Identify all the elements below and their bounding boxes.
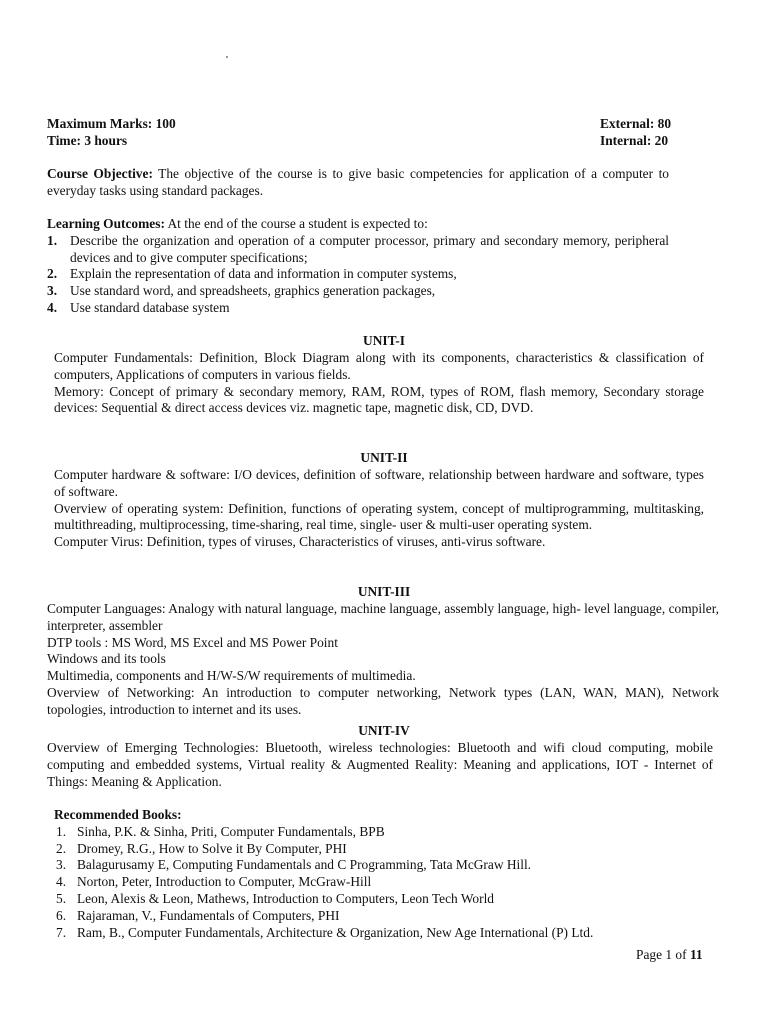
list-item (47, 283, 669, 300)
unit-1-body (54, 350, 704, 417)
total-pages: 11 (689, 947, 703, 962)
item-text: Rajaraman, V., Fundamentals of Computers, PHI (77, 907, 340, 923)
page-number (636, 947, 703, 964)
item-text: Sinha, P.K. & Sinha, Priti, Computer Fundamentals, BPB (77, 823, 385, 839)
unit-paragraph: Computer hardware & software: I/O devices, definition of software, relationship between hardware and software, types of software. (54, 467, 704, 499)
unit-4-body (47, 740, 713, 790)
unit-3-body (47, 601, 719, 719)
unit-paragraph: Computer Fundamentals: Definition, Block Diagram along with its components, characteristics & classification of computers, Applications of computers in various fields. (54, 350, 704, 382)
outcomes-label: Learning Outcomes: (47, 216, 165, 231)
unit-paragraph: Overview of Emerging Technologies: Bluetooth, wireless technologies: Bluetooth and wifi cloud computing, mobile computing and embedded systems, Virtual reality & Augmented Reality: Meaning and applications, IOT - Internet of Things: Meaning & Application. (47, 740, 713, 789)
objective-text: The objective of the course is to give basic competencies for application of a computer to everyday tasks using standard packages. (47, 166, 669, 198)
header-right (600, 116, 671, 150)
exam-time: Time: 3 hours (47, 132, 128, 148)
unit-paragraph: Overview of operating system: Definition, functions of operating system, concept of multiprogramming, multitasking, multithreading, multiprocessing, time-sharing, real time, single- user & multi-user operating system. (54, 500, 704, 533)
unit-4-title: UNIT-IV (358, 723, 410, 738)
books-title: Recommended Books: (54, 807, 182, 822)
item-text: Use standard database system (70, 299, 230, 315)
page-prefix: Page 1 of (636, 947, 690, 962)
item-number: 2. (47, 266, 58, 282)
unit-paragraph: Overview of Networking: An introduction to computer networking, Network types (LAN, WAN, MAN), Network topologies, introduction to internet and its uses. (47, 684, 719, 717)
item-number: 1. (47, 232, 58, 248)
objective-label: Course Objective: (47, 166, 153, 181)
list-item (54, 841, 714, 858)
item-number: 4. (47, 299, 58, 315)
outcomes-heading (47, 216, 669, 233)
list-item (47, 233, 669, 267)
item-text: Use standard word, and spreadsheets, graphics generation packages, (70, 283, 436, 299)
unit-paragraph: DTP tools : MS Word, MS Excel and MS Power Point (47, 634, 338, 650)
course-objective (47, 166, 669, 200)
outcomes-intro: At the end of the course a student is expected to: (164, 216, 428, 231)
unit-paragraph: Memory: Concept of primary & secondary memory, RAM, ROM, types of ROM, flash memory, Secondary storage devices: Sequential & direct access devices viz. magnetic tape, magnetic disk, CD, DVD. (54, 383, 704, 416)
unit-3-title: UNIT-III (357, 584, 411, 599)
item-text: Explain the representation of data and information in computer systems, (70, 266, 457, 282)
outcomes-list (47, 233, 669, 317)
list-item (54, 925, 714, 942)
internal-marks: Internal: 20 (600, 132, 669, 148)
unit-2-title: UNIT-II (360, 450, 408, 465)
unit-2-body (54, 467, 704, 551)
item-text: Describe the organization and operation of a computer processor, primary and secondary memory, peripheral devices and to give computer specifications; (70, 232, 669, 265)
recommended-books (54, 807, 714, 941)
unit-paragraph: Computer Virus: Definition, types of viruses, Characteristics of viruses, anti-virus software. (54, 534, 546, 550)
item-number: 7. (56, 924, 67, 940)
list-item (54, 908, 714, 925)
item-text: Leon, Alexis & Leon, Mathews, Introduction to Computers, Leon Tech World (77, 890, 494, 906)
item-number: 1. (56, 823, 67, 839)
header-left (47, 116, 176, 150)
list-item (54, 824, 714, 841)
unit-paragraph: Windows and its tools (47, 651, 166, 667)
item-number: 3. (47, 283, 58, 299)
scan-speck (226, 56, 228, 58)
item-text: Balagurusamy E, Computing Fundamentals and C Programming, Tata McGraw Hill. (77, 857, 532, 873)
list-item (54, 891, 714, 908)
max-marks: Maximum Marks: 100 (47, 116, 176, 131)
item-number: 6. (56, 907, 67, 923)
item-text: Ram, B., Computer Fundamentals, Architecture & Organization, New Age International (P) Ltd. (77, 924, 594, 940)
item-number: 2. (56, 840, 67, 856)
item-number: 5. (56, 890, 67, 906)
list-item (47, 300, 669, 317)
list-item (47, 266, 669, 283)
unit-paragraph: Multimedia, components and H/W-S/W requirements of multimedia. (47, 668, 416, 684)
list-item (54, 874, 714, 891)
external-marks: External: 80 (600, 116, 672, 131)
item-number: 4. (56, 874, 67, 890)
unit-paragraph: Computer Languages: Analogy with natural language, machine language, assembly language, high- level language, compiler, interpreter, assembler (47, 601, 719, 633)
books-list (54, 824, 714, 942)
item-text: Norton, Peter, Introduction to Computer, McGraw-Hill (77, 874, 372, 890)
list-item (54, 857, 714, 874)
learning-outcomes (47, 216, 669, 317)
item-text: Dromey, R.G., How to Solve it By Computer, PHI (77, 840, 347, 856)
item-number: 3. (56, 857, 67, 873)
unit-1-title: UNIT-I (363, 333, 405, 348)
